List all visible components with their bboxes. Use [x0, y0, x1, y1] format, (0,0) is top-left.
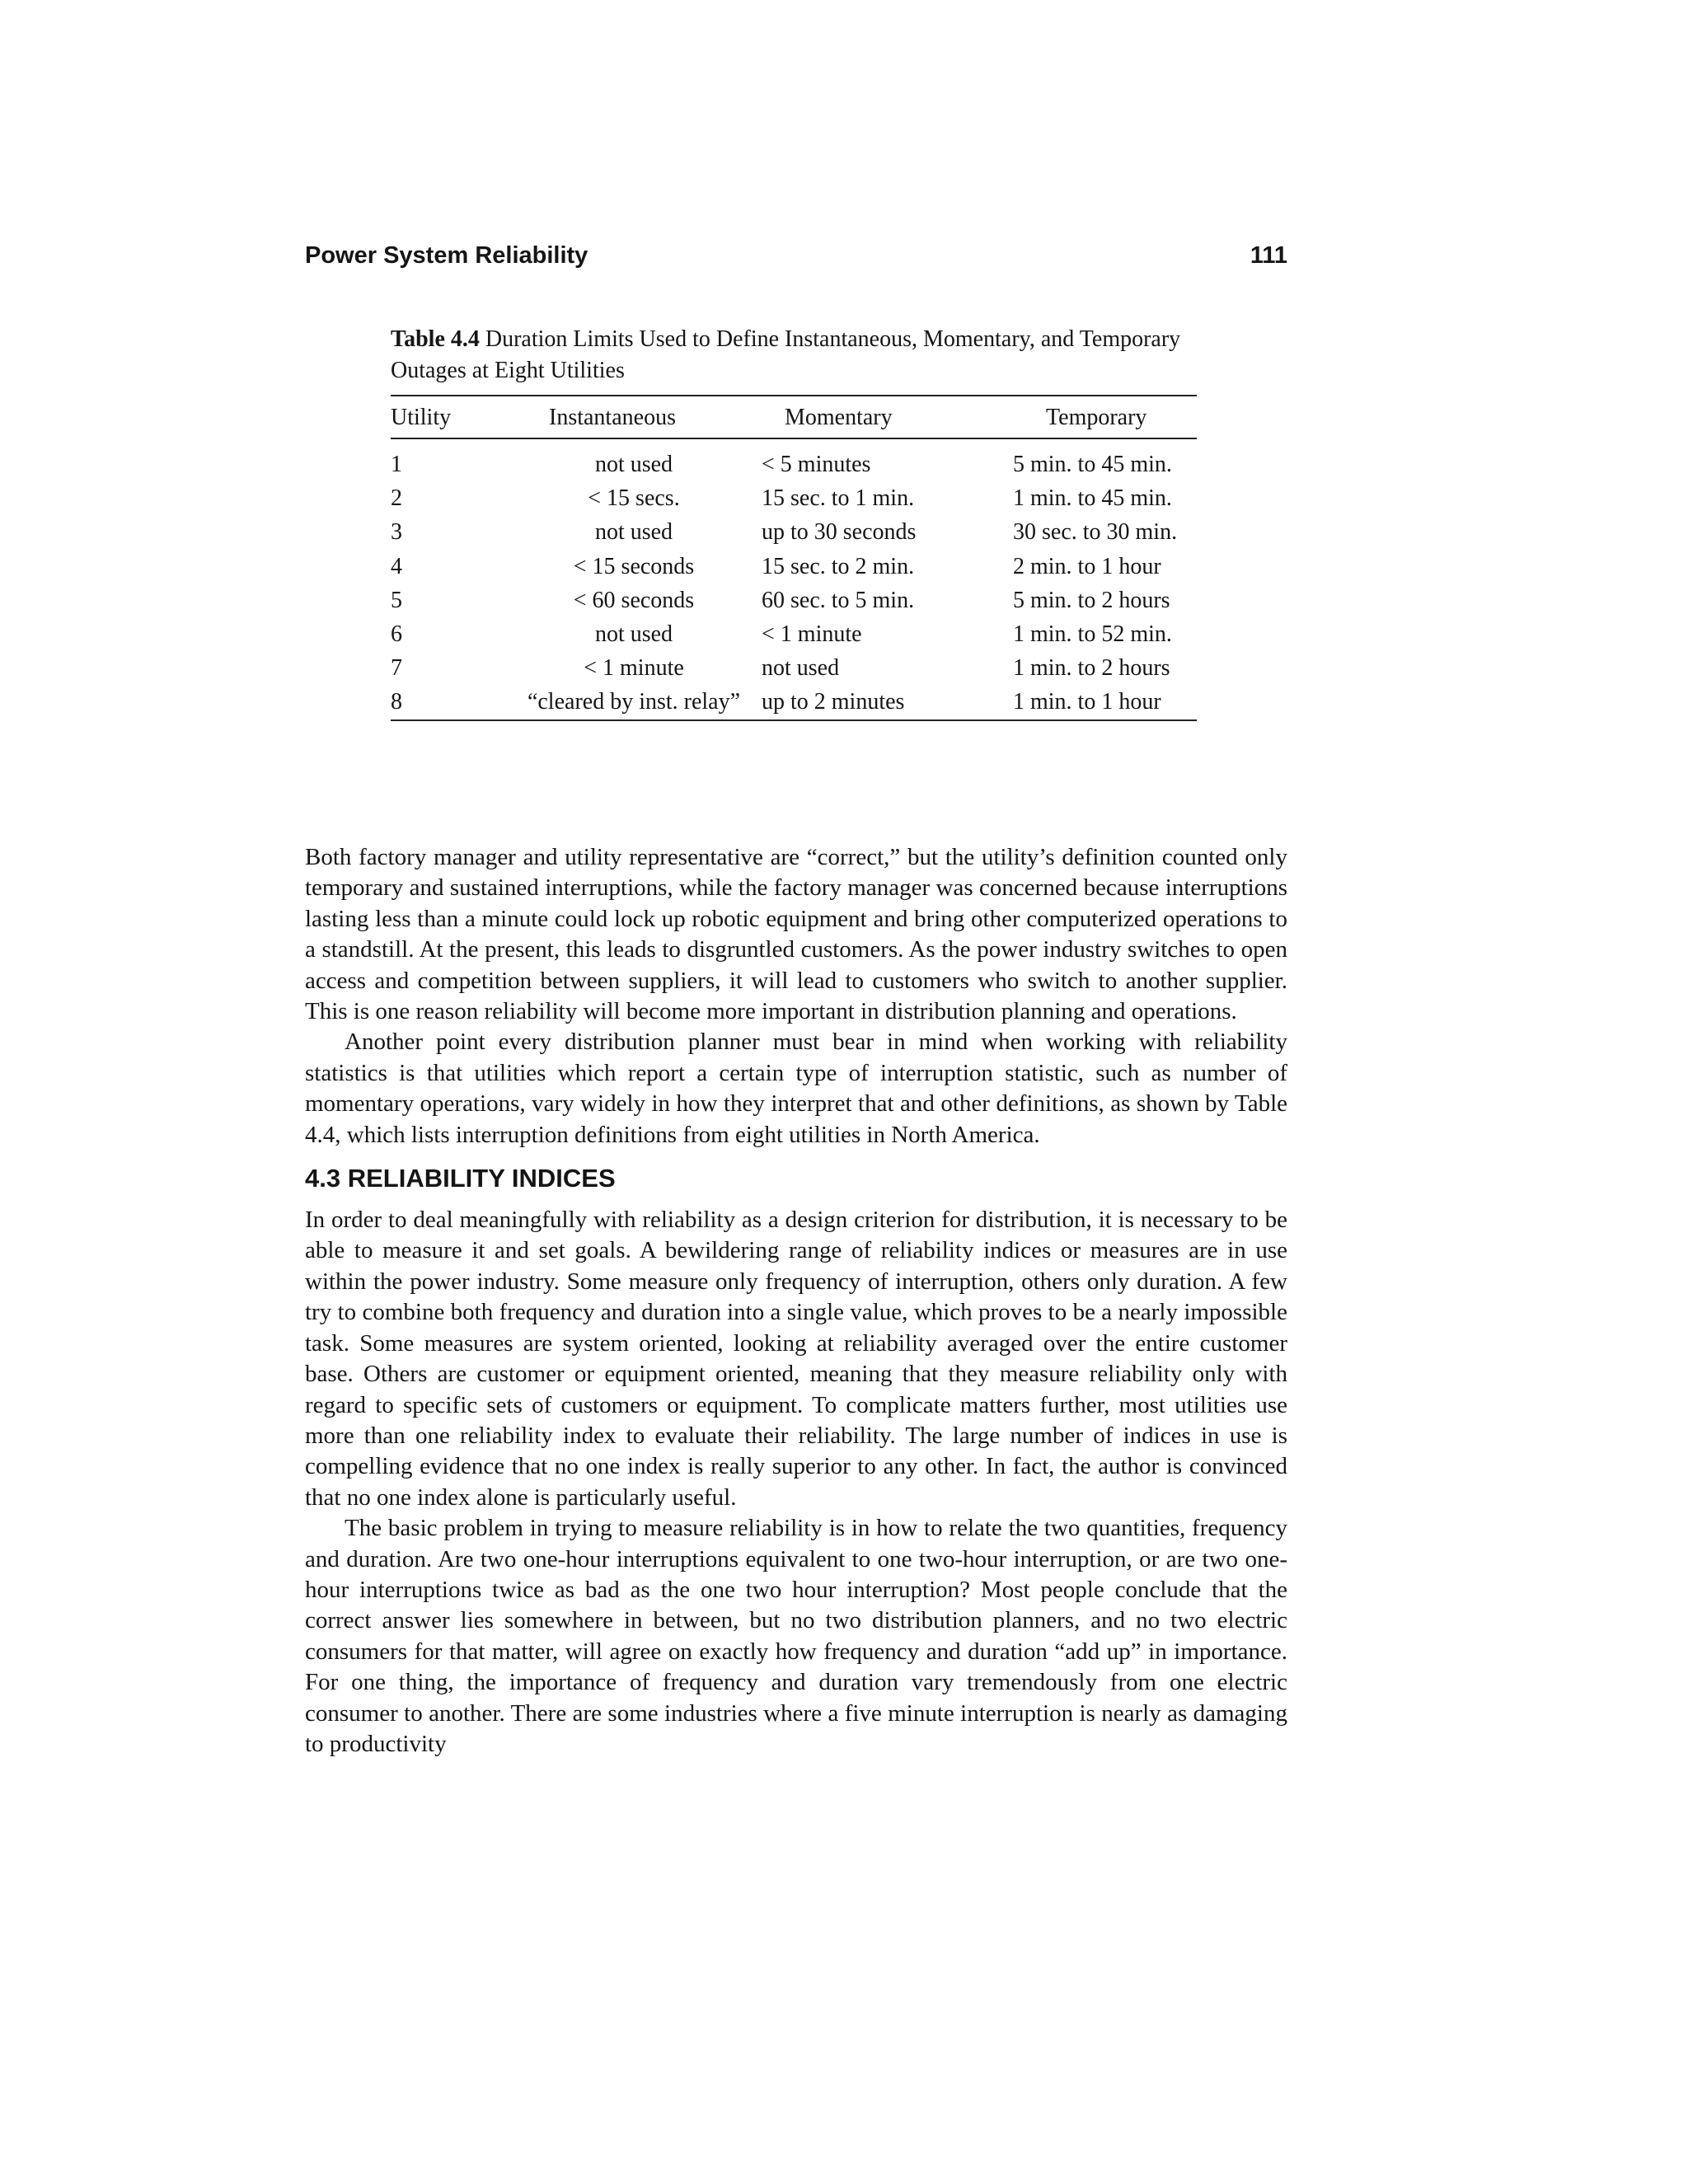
cell-instantaneous: < 1 minute	[584, 655, 684, 682]
cell-temporary: 5 min. to 45 min.	[1013, 452, 1172, 478]
table-header-row	[391, 396, 1197, 438]
table-caption-label: Table 4.4	[391, 326, 480, 352]
column-header-utility: Utility	[391, 396, 506, 438]
outage-duration-table	[391, 395, 1197, 721]
paragraph: The basic problem in trying to measure reliability is in how to relate the two quantities, frequency and duration. Are two one-hour interruptions equivalent to one two-hour interruption, or are two one-hour interruptions twice as bad as the one two hour interruption? Most people conclude that the correct answer lies somewhere in between, but no two distribution planners, and no two electric consumers for that matter, will agree on exactly how frequency and duration “add up” in importance. For one thing, the importance of frequency and duration vary tremendously from one electric consumer to another. There are some industries where a five minute interruption is nearly as damaging to productivity	[305, 1515, 1287, 1757]
cell-instantaneous: not used	[594, 621, 673, 648]
cell-instantaneous: not used	[594, 452, 673, 478]
cell-momentary: up to 30 seconds	[762, 519, 917, 546]
cell-utility: 8	[391, 689, 402, 715]
cell-utility: 4	[391, 553, 402, 579]
running-title: Power System Reliability	[305, 242, 588, 269]
cell-utility: 2	[391, 485, 402, 512]
cell-instantaneous: < 15 seconds	[573, 553, 695, 579]
cell-momentary: not used	[762, 655, 840, 682]
cell-temporary: 2 min. to 1 hour	[1013, 553, 1161, 579]
table-row	[391, 481, 1197, 515]
cell-utility: 7	[391, 655, 402, 682]
cell-utility: 3	[391, 519, 402, 546]
cell-instantaneous: not used	[594, 519, 673, 546]
cell-momentary: 15 sec. to 2 min.	[762, 553, 915, 579]
cell-instantaneous: < 15 secs.	[588, 485, 680, 512]
column-header-temporary: Temporary	[1013, 396, 1197, 438]
column-header-momentary: Momentary	[762, 396, 1013, 438]
cell-utility: 6	[391, 621, 402, 648]
column-header-instantaneous: Instantaneous	[506, 396, 762, 438]
table-row	[391, 651, 1197, 685]
table-caption-text: Duration Limits Used to Define Instantaneous, Momentary, and Temporary Outages at Eight Utilities	[391, 326, 1181, 383]
cell-momentary: < 5 minutes	[762, 452, 871, 478]
table-row	[391, 583, 1197, 617]
cell-momentary: < 1 minute	[762, 621, 862, 648]
cell-temporary: 1 min. to 52 min.	[1013, 621, 1172, 648]
cell-temporary: 1 min. to 2 hours	[1013, 655, 1170, 682]
paragraph: Both factory manager and utility representative are “correct,” but the utility’s definition counted only temporary and sustained interruptions, while the factory manager was concerned because interruptions lasting less than a minute could lock up robotic equipment and bring other computerized operations to a standstill. At the present, this leads to disgruntled customers. As the power industry switches to open access and competition between suppliers, it will lead to customers who switch to another supplier. This is one reason reliability will become more important in distribution planning and operations.	[305, 844, 1287, 1025]
cell-temporary: 30 sec. to 30 min.	[1013, 519, 1178, 546]
cell-momentary: up to 2 minutes	[762, 689, 905, 715]
cell-instantaneous: “cleared by inst. relay”	[527, 689, 741, 715]
table-row	[391, 515, 1197, 549]
table-caption	[391, 324, 1197, 387]
cell-instantaneous: < 60 seconds	[573, 587, 695, 613]
table-row	[391, 550, 1197, 583]
section-heading: 4.3 RELIABILITY INDICES	[305, 1164, 616, 1193]
cell-temporary: 5 min. to 2 hours	[1013, 587, 1170, 613]
paragraph: In order to deal meaningfully with reliability as a design criterion for distribution, it is necessary to be able to measure it and set goals. A bewildering range of reliability indices or measures are in use within the power industry. Some measure only frequency of interruption, others only duration. A few try to combine both frequency and duration into a single value, which proves to be a nearly impossible task. Some measures are system oriented, looking at reliability averaged over the entire customer base. Others are customer or equipment oriented, meaning that they measure reliability only with regard to specific sets of customers or equipment. To complicate matters further, most utilities use more than one reliability index to evaluate their reliability. The large number of indices in use is compelling evidence that no one index is really superior to any other. In fact, the author is convinced that no one index alone is particularly useful.	[305, 1207, 1287, 1511]
page-number: 111	[1250, 242, 1287, 269]
cell-momentary: 15 sec. to 1 min.	[762, 485, 915, 512]
cell-temporary: 1 min. to 45 min.	[1013, 485, 1172, 512]
table-block	[391, 324, 1197, 721]
table-row	[391, 617, 1197, 651]
body-text	[305, 842, 1287, 1760]
paragraph: Another point every distribution planner must bear in mind when working with reliability statistics is that utilities which report a certain type of interruption statistic, such as number of momentary operations, vary widely in how they interpret that and other definitions, as shown by Table 4.4, which lists interruption definitions from eight utilities in North America.	[305, 1029, 1287, 1148]
table-row	[391, 685, 1197, 719]
cell-utility: 5	[391, 587, 402, 613]
cell-momentary: 60 sec. to 5 min.	[762, 587, 915, 613]
cell-temporary: 1 min. to 1 hour	[1013, 689, 1161, 715]
cell-utility: 1	[391, 452, 402, 478]
table-row	[391, 438, 1197, 481]
